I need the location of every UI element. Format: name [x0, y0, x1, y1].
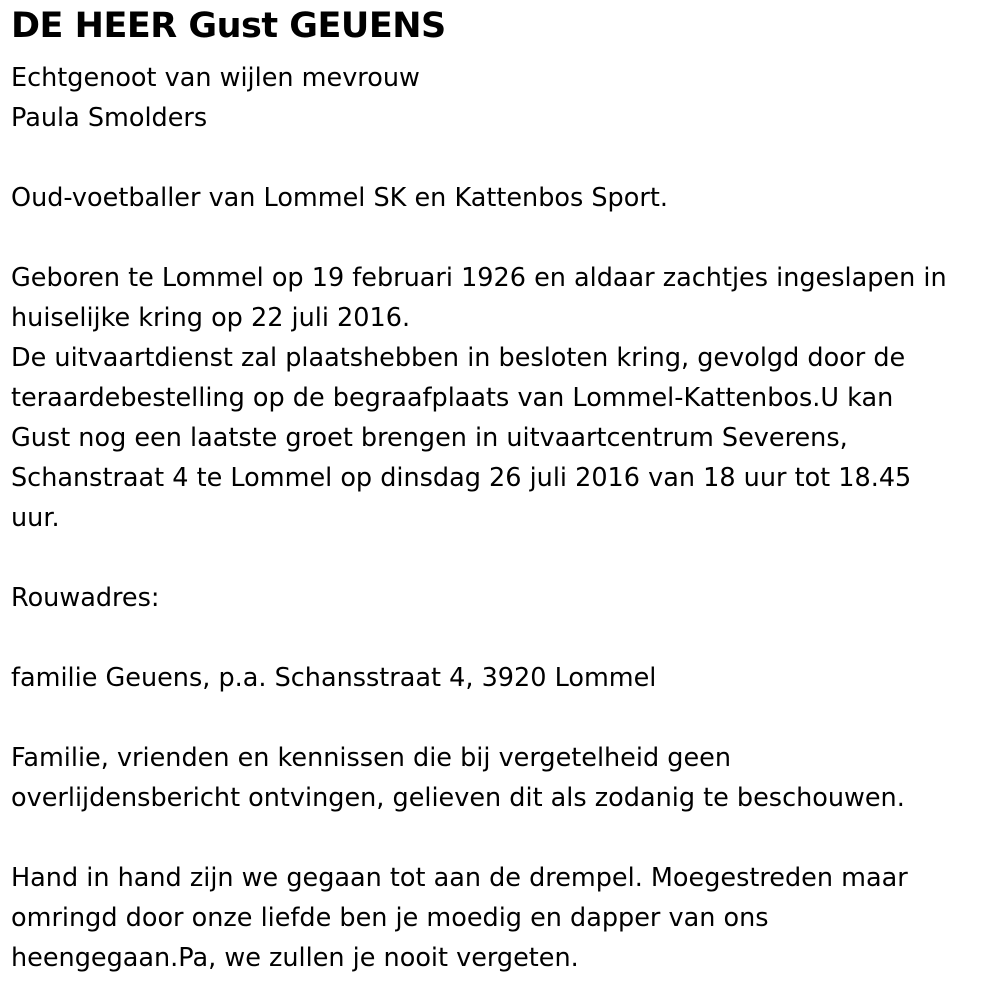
- funeral-line-4: Schanstraat 4 te Lommel op dinsdag 26 juli 2016 van 18 uur tot 18.45: [11, 463, 912, 493]
- football-career-line: Oud-voetballer van Lommel SK en Kattenbos Sport.: [11, 183, 668, 213]
- paragraph-gap: [11, 818, 991, 858]
- obituary-body: [11, 58, 991, 978]
- farewell-line-3: heengegaan.Pa, we zullen je nooit vergeten.: [11, 943, 579, 973]
- mourning-address-label: Rouwadres:: [11, 583, 160, 613]
- paragraph-gap: [11, 618, 991, 658]
- spouse-line: Echtgenoot van wijlen mevrouw: [11, 63, 420, 93]
- farewell-line-1: Hand in hand zijn we gegaan tot aan de drempel. Moegestreden maar: [11, 863, 908, 893]
- mourning-address: familie Geuens, p.a. Schansstraat 4, 3920 Lommel: [11, 663, 657, 693]
- funeral-line-5: uur.: [11, 503, 60, 533]
- birth-death-line-2: huiselijke kring op 22 juli 2016.: [11, 303, 411, 333]
- deceased-name-title: DE HEER Gust GEUENS: [11, 6, 446, 46]
- paragraph-gap: [11, 698, 991, 738]
- paragraph-gap: [11, 538, 991, 578]
- farewell-line-2: omringd door onze liefde ben je moedig en dapper van ons: [11, 903, 769, 933]
- notice-line-2: overlijdensbericht ontvingen, gelieven dit als zodanig te beschouwen.: [11, 783, 905, 813]
- funeral-line-2: teraardebestelling op de begraafplaats van Lommel-Kattenbos.U kan: [11, 383, 894, 413]
- notice-line-1: Familie, vrienden en kennissen die bij vergetelheid geen: [11, 743, 731, 773]
- paragraph-gap: [11, 218, 991, 258]
- paragraph-gap: [11, 138, 991, 178]
- birth-death-line-1: Geboren te Lommel op 19 februari 1926 en aldaar zachtjes ingeslapen in: [11, 263, 947, 293]
- spouse-name-line: Paula Smolders: [11, 103, 208, 133]
- funeral-line-1: De uitvaartdienst zal plaatshebben in besloten kring, gevolgd door de: [11, 343, 906, 373]
- funeral-line-3: Gust nog een laatste groet brengen in uitvaartcentrum Severens,: [11, 423, 848, 453]
- obituary-document: [11, 0, 991, 978]
